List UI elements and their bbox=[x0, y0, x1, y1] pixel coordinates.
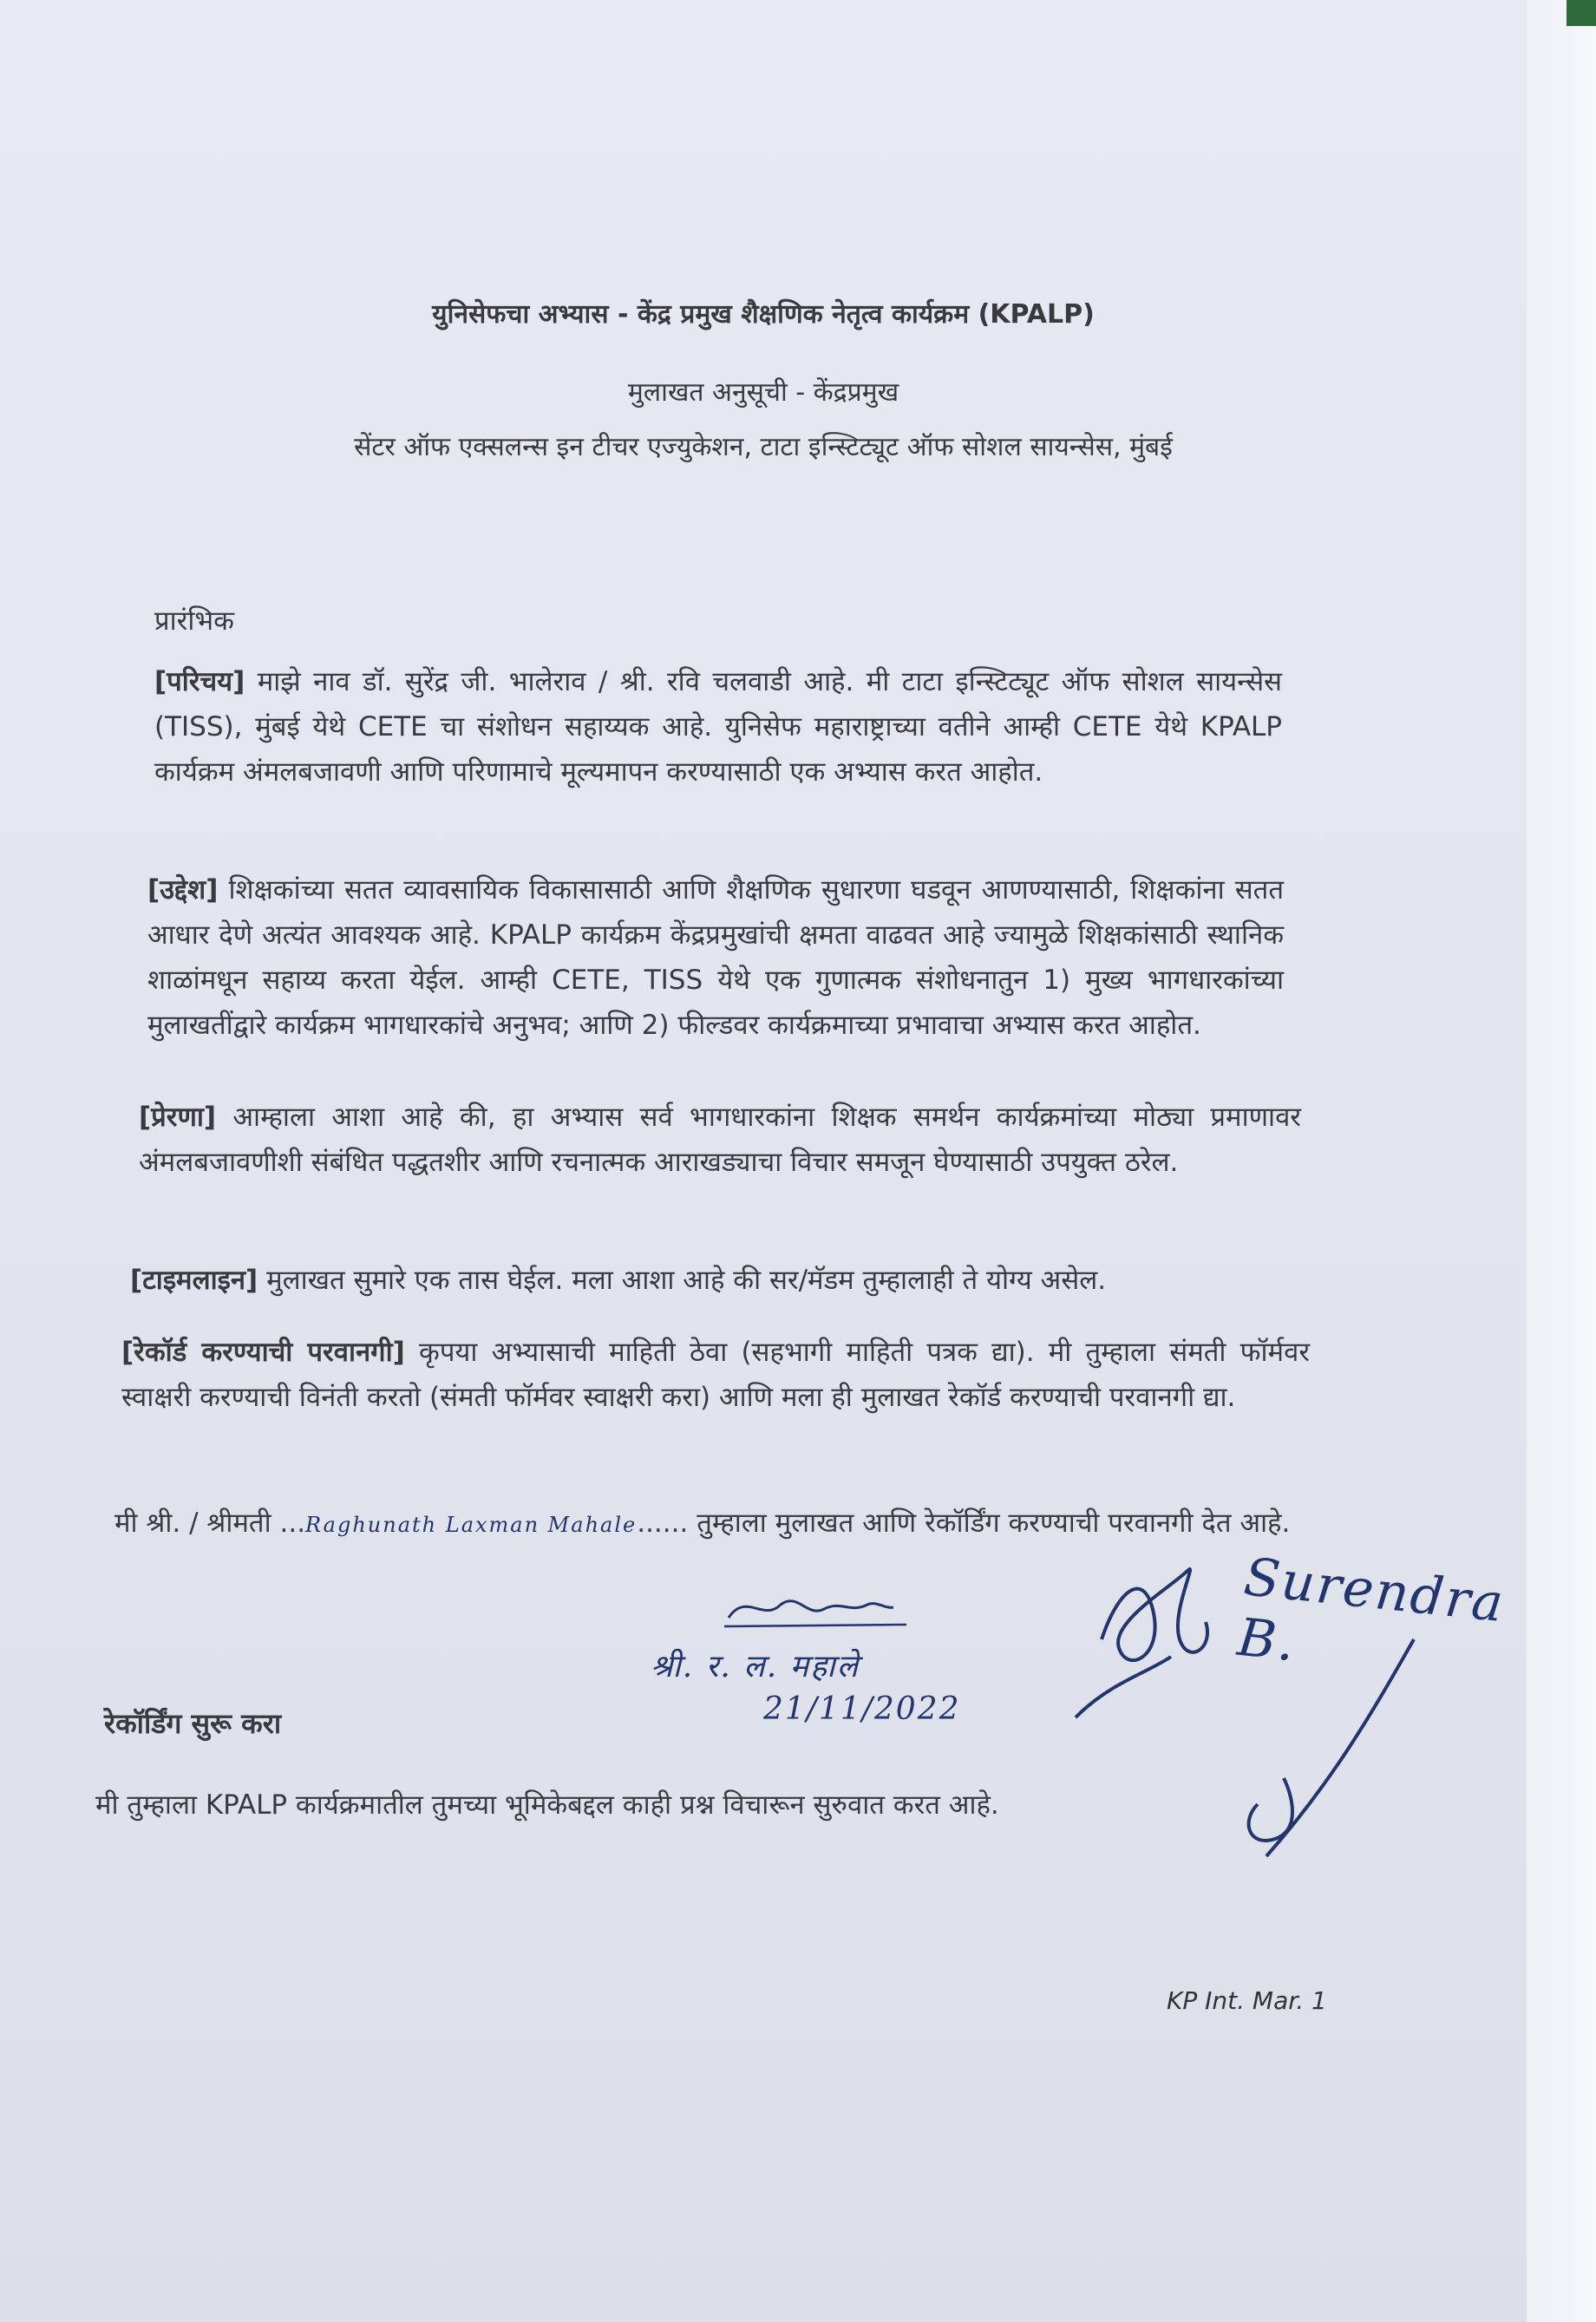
section-objective bbox=[147, 867, 1284, 1048]
section-label: [टाइमलाइन] bbox=[130, 1265, 258, 1296]
section-label: [उद्देश] bbox=[147, 874, 219, 906]
handwritten-participant-name: Raghunath Laxman Mahale bbox=[305, 1513, 638, 1537]
section-label: [परिचय] bbox=[154, 666, 245, 697]
section-text: आम्हाला आशा आहे की, हा अभ्यास सर्व भागधारकांना शिक्षक समर्थन कार्यक्रमांच्या मोठ्या प्रमाणावर अंमलबजावणीशी संबंधित पद्धतशीर आणि रचनात्मक आराखड्याचा विचार समजून घेण्यासाठी उपयुक्त ठरेल. bbox=[139, 1102, 1301, 1178]
consent-prefix: मी श्री. / श्रीमती bbox=[114, 1508, 280, 1539]
section-label: [प्रेरणा] bbox=[139, 1102, 217, 1133]
section-label: [रेकॉर्ड करण्याची परवानगी] bbox=[121, 1337, 405, 1368]
document-code: KP Int. Mar. 1 bbox=[1167, 1986, 1327, 2015]
initials-signature bbox=[1232, 1631, 1431, 1865]
section-text: कृपया अभ्यासाची माहिती ठेवा (सहभागी माहिती पत्रक द्या). मी तुम्हाला संमती फॉर्मवर स्वाक्षरी करण्याची विनंती करतो (संमती फॉर्मवर स्वाक्षरी करा) आणि मला ही मुलाखत रेकॉर्ड करण्याची परवानगी द्या. bbox=[121, 1337, 1310, 1413]
section-text: माझे नाव डॉ. सुरेंद्र जी. भालेराव / श्री. रवि चलवाडी आहे. मी टाटा इन्स्टिट्यूट ऑफ सोशल सायन्सेस (TISS), मुंबई येथे CETE चा संशोधन सहाय्यक आहे. युनिसेफ महाराष्ट्राच्या वतीने आम्ही CETE येथे KPALP कार्यक्रम अंमलबजावणी आणि परिणामाचे मूल्यमापन करण्यासाठी एक अभ्यास करत आहोत. bbox=[154, 666, 1282, 788]
consent-suffix: तुम्हाला मुलाखत आणि रेकॉर्डिंग करण्याची परवानगी देत आहे. bbox=[688, 1508, 1291, 1539]
section-recording-permission bbox=[121, 1330, 1310, 1420]
handwritten-marathi-name: श्री. र. ल. महाले bbox=[651, 1649, 860, 1684]
institution-line: सेंटर ऑफ एक्सलन्स इन टीचर एज्युकेशन, टाटा इन्स्टिट्यूट ऑफ सोशल सायन्सेस, मुंबई bbox=[354, 432, 1173, 462]
consent-dots: ...... bbox=[637, 1508, 689, 1539]
recording-text: मी तुम्हाला KPALP कार्यक्रमातील तुमच्या भूमिकेबद्दल काही प्रश्न विचारून सुरुवात करत आहे. bbox=[95, 1789, 999, 1821]
document-subtitle: मुलाखत अनुसूची - केंद्रप्रमुख bbox=[627, 377, 899, 408]
section-text: शिक्षकांच्या सतत व्यावसायिक विकासासाठी आणि शैक्षणिक सुधारणा घडवून आणण्यासाठी, शिक्षकांना सतत आधार देणे अत्यंत आवश्यक आहे. KPALP कार्यक्रम केंद्रप्रमुखांची क्षमता वाढवत आहे ज्यामुळे शिक्षकांसाठी स्थानिक शाळांमधून सहाय्य करता येईल. आम्ही CETE, TISS येथे एक गुणात्मक संशोधनातुन 1) मुख्य भागधारकांच्या मुलाखतींद्वारे कार्यक्रम भागधारकांचे अनुभव; आणि 2) फील्डवर कार्यक्रमाच्या प्रभावाचा अभ्यास करत आहोत. bbox=[147, 874, 1284, 1041]
preface-label: प्रारंभिक bbox=[154, 605, 234, 637]
document-title: युनिसेफचा अभ्यास - केंद्र प्रमुख शैक्षणिक नेतृत्व कार्यक्रम (KPALP) bbox=[432, 299, 1095, 330]
consent-dots: ... bbox=[279, 1508, 306, 1539]
recording-heading: रेकॉर्डिंग सुरू करा bbox=[104, 1707, 282, 1740]
section-text: मुलाखत सुमारे एक तास घेईल. मला आशा आहे की सर/मॅडम तुम्हालाही ते योग्य असेल. bbox=[258, 1265, 1107, 1296]
participant-signature bbox=[711, 1583, 919, 1635]
handwritten-date: 21/11/2022 bbox=[763, 1691, 961, 1727]
background-corner bbox=[1567, 0, 1596, 26]
page-edge bbox=[1527, 0, 1596, 2322]
researcher-signature: Surendra B. bbox=[1234, 1547, 1508, 1674]
section-introduction bbox=[154, 659, 1282, 795]
section-timeline bbox=[130, 1258, 1310, 1303]
researcher-signature-scribble bbox=[1067, 1535, 1240, 1735]
section-motivation bbox=[139, 1095, 1301, 1185]
